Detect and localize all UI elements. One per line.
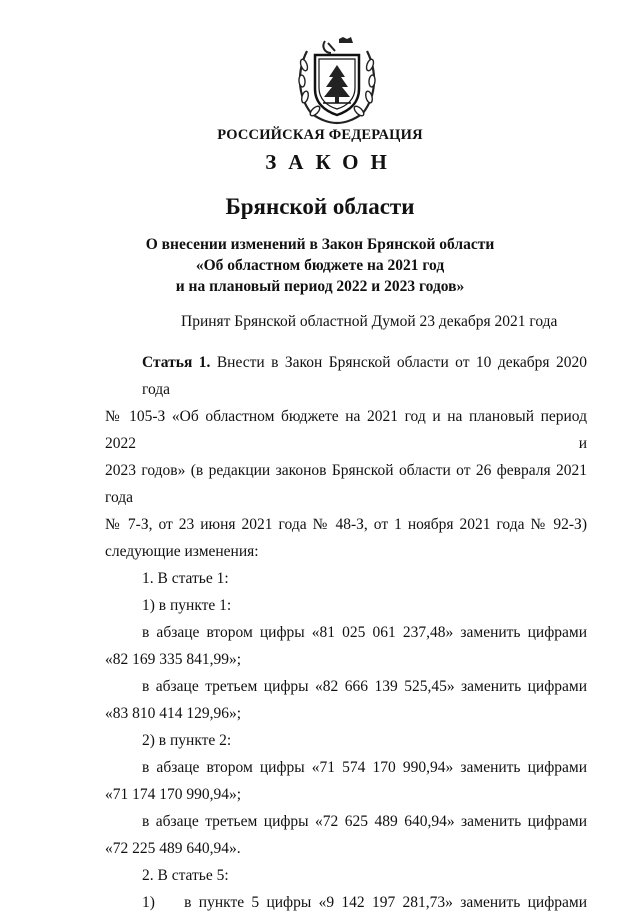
amendment-item: 2. В статье 5: (142, 867, 229, 884)
law-title-line: «Об областном бюджете на 2021 год (195, 257, 445, 274)
amendment-item-cont: «83 810 414 129,96»; (105, 705, 242, 722)
region-heading: Брянской области (225, 194, 415, 219)
article-1-line: № 7-З, от 23 июня 2021 года № 48-З, от 1 ноября 2021 года № 92-З) (105, 516, 587, 533)
law-title (0, 234, 640, 297)
amendment-item-cont: «72 225 489 640,94». (105, 840, 241, 857)
article-text: Внести в Закон Брянской области от 10 декабря 2020 года (142, 354, 587, 398)
law-title-line: и на плановый период 2022 и 2023 годов» (175, 278, 465, 295)
article-1-line (105, 349, 587, 403)
amendment-item: 2) в пункте 2: (142, 732, 232, 749)
coat-of-arms-icon (295, 37, 379, 125)
amendment-item: в абзаце втором цифры «81 025 061 237,48» заменить цифрами (142, 624, 587, 641)
article-label: Статья 1. (142, 354, 211, 371)
amendment-item: 1) в пункте 5 цифры «9 142 197 281,73» заменить цифрами (142, 894, 587, 911)
article-1-line: следующие изменения: (105, 543, 259, 560)
article-1 (105, 349, 587, 916)
amendment-item-cont: «82 169 335 841,99»; (105, 651, 242, 668)
amendment-item: 1. В статье 1: (142, 570, 229, 587)
article-1-line: № 105-З «Об областном бюджете на 2021 год и на плановый период 2022 и (105, 408, 587, 452)
article-1-line: 2023 годов» (в редакции законов Брянской области от 26 февраля 2021 года (105, 462, 587, 506)
amendment-item-cont: «71 174 170 990,94»; (105, 786, 242, 803)
amendment-item: в абзаце втором цифры «71 574 170 990,94» заменить цифрами (142, 759, 587, 776)
amendment-item: в абзаце третьем цифры «82 666 139 525,45» заменить цифрами (142, 678, 587, 695)
adoption-note: Принят Брянской областной Думой 23 декабря 2021 года (181, 313, 558, 330)
federation-heading: РОССИЙСКАЯ ФЕДЕРАЦИЯ (217, 127, 423, 143)
law-heading: ЗАКОН (265, 150, 399, 174)
law-title-line: О внесении изменений в Закон Брянской области (145, 236, 495, 253)
amendment-item: 1) в пункте 1: (142, 597, 232, 614)
amendment-item: в абзаце третьем цифры «72 625 489 640,94» заменить цифрами (142, 813, 587, 830)
